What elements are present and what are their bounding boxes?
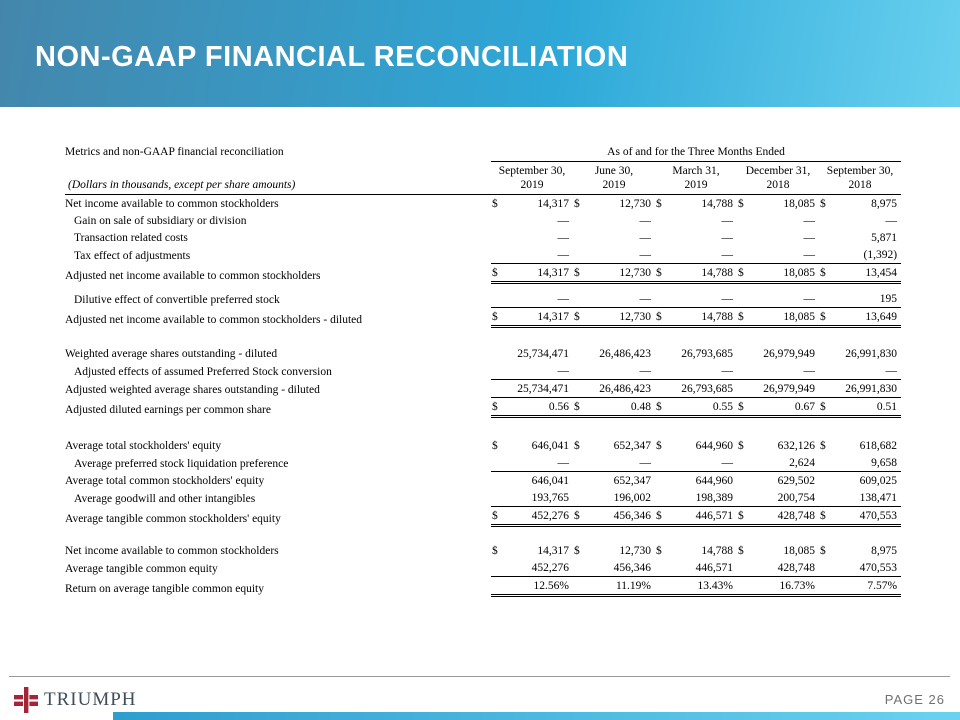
column-header: December 31, 2018: [737, 162, 819, 195]
cell-value: 452,276: [531, 561, 569, 574]
value-cell: [573, 345, 655, 362]
value-cell: [655, 437, 737, 454]
slide-title: NON-GAAP FINANCIAL RECONCILIATION: [35, 41, 629, 73]
currency-symbol: $: [492, 400, 498, 413]
table-intro: Metrics and non-GAAP financial reconciliation: [65, 146, 284, 158]
value-cell: [573, 542, 655, 559]
cell-value: 14,317: [537, 310, 569, 323]
currency-symbol: $: [574, 544, 580, 557]
value-cell: [491, 345, 573, 362]
cell-value: 632,126: [777, 439, 815, 452]
table-row: [65, 454, 901, 472]
table-row: [65, 362, 901, 380]
table-row: [65, 308, 901, 328]
value-cell: [819, 559, 901, 577]
cell-value: 428,748: [777, 561, 815, 574]
currency-symbol: $: [492, 544, 498, 557]
table-row: [65, 437, 901, 454]
cell-value: 14,317: [537, 544, 569, 557]
value-cell: [491, 454, 573, 472]
value-cell: [491, 290, 573, 308]
cell-value: 11.19%: [615, 579, 651, 592]
triumph-cross-icon: [14, 687, 38, 713]
currency-symbol: $: [492, 197, 498, 210]
row-label: Average goodwill and other intangibles: [74, 492, 256, 505]
table-row: [65, 398, 901, 418]
cell-value: —: [557, 248, 569, 261]
cell-value: 446,571: [695, 509, 733, 522]
value-cell: [819, 398, 901, 418]
cell-value: —: [557, 456, 569, 469]
value-cell: [655, 577, 737, 597]
value-cell: [655, 489, 737, 507]
row-label: Adjusted effects of assumed Preferred Stock conversion: [74, 365, 332, 378]
cell-value: 12,730: [619, 266, 651, 279]
value-cell: [573, 559, 655, 577]
cell-value: —: [721, 248, 733, 261]
value-cell: [491, 507, 573, 527]
row-label: Net income available to common stockholders: [65, 197, 279, 210]
cell-value: 13,454: [865, 266, 898, 279]
value-cell: [573, 489, 655, 507]
currency-symbol: $: [656, 197, 662, 210]
cell-value: 14,788: [701, 544, 733, 557]
value-cell: [491, 380, 573, 398]
value-cell: [737, 472, 819, 489]
cell-value: 12,730: [619, 197, 651, 210]
cell-value: 428,748: [777, 509, 815, 522]
value-cell: [737, 398, 819, 418]
cell-value: 652,347: [613, 474, 651, 487]
value-cell: [491, 362, 573, 380]
cell-value: 0.67: [794, 400, 815, 413]
cell-value: 26,991,830: [845, 382, 898, 395]
currency-symbol: $: [574, 509, 580, 522]
table-row: [65, 542, 901, 559]
column-header: March 31, 2019: [655, 162, 737, 195]
cell-value: 446,571: [695, 561, 733, 574]
cell-value: 138,471: [859, 491, 898, 504]
cell-value: 609,025: [859, 474, 898, 487]
cell-value: 470,553: [859, 509, 898, 522]
row-label: Transaction related costs: [74, 231, 188, 244]
currency-symbol: $: [656, 544, 662, 557]
value-cell: [737, 212, 819, 229]
value-cell: [737, 229, 819, 246]
value-cell: [737, 290, 819, 308]
value-cell: [655, 308, 737, 328]
currency-symbol: $: [574, 266, 580, 279]
value-cell: [573, 212, 655, 229]
currency-symbol: $: [738, 310, 744, 323]
cell-value: 646,041: [531, 474, 569, 487]
cell-value: —: [557, 231, 569, 244]
value-cell: [491, 398, 573, 418]
cell-value: 12.56%: [533, 579, 569, 592]
table-row: [65, 246, 901, 264]
currency-symbol: $: [820, 400, 826, 413]
cell-value: 14,317: [537, 266, 569, 279]
value-cell: [819, 246, 901, 264]
cell-value: —: [639, 248, 651, 261]
cell-value: —: [803, 248, 815, 261]
value-cell: [737, 246, 819, 264]
value-cell: [655, 454, 737, 472]
value-cell: [737, 454, 819, 472]
value-cell: [819, 229, 901, 246]
currency-symbol: $: [574, 310, 580, 323]
bottom-accent-bar: [113, 712, 960, 720]
value-cell: [655, 345, 737, 362]
cell-value: 25,734,471: [517, 347, 569, 360]
value-cell: [819, 380, 901, 398]
table-row: [65, 489, 901, 507]
value-cell: [819, 195, 901, 212]
cell-value: 12,730: [619, 310, 651, 323]
value-cell: [655, 380, 737, 398]
title-banner: [0, 0, 960, 107]
row-label: Net income available to common stockholders: [65, 544, 279, 557]
cell-value: —: [721, 292, 733, 305]
cell-value: 26,979,949: [763, 382, 815, 395]
value-cell: [819, 577, 901, 597]
table-row: [65, 472, 901, 489]
cell-value: 8,975: [871, 544, 898, 557]
cell-value: —: [639, 364, 651, 377]
cell-value: 198,389: [695, 491, 733, 504]
column-header: September 30, 2019: [491, 162, 573, 195]
value-cell: [491, 437, 573, 454]
currency-symbol: $: [820, 197, 826, 210]
units-note: (Dollars in thousands, except per share amounts): [65, 176, 491, 195]
value-cell: [737, 542, 819, 559]
currency-symbol: $: [492, 509, 498, 522]
row-label: Adjusted weighted average shares outstanding - diluted: [65, 383, 320, 396]
value-cell: [819, 542, 901, 559]
currency-symbol: $: [738, 266, 744, 279]
row-label: Dilutive effect of convertible preferred stock: [74, 293, 280, 306]
cell-value: 0.48: [630, 400, 651, 413]
value-cell: [573, 195, 655, 212]
row-label: Average tangible common equity: [65, 562, 218, 575]
cell-value: 618,682: [859, 439, 898, 452]
currency-symbol: $: [656, 266, 662, 279]
value-cell: [655, 472, 737, 489]
cell-value: —: [557, 364, 569, 377]
value-cell: [819, 437, 901, 454]
spacer-row: [65, 418, 901, 437]
value-cell: [655, 542, 737, 559]
value-cell: [491, 212, 573, 229]
currency-symbol: $: [738, 544, 744, 557]
cell-value: —: [639, 456, 651, 469]
row-label: Adjusted net income available to common stockholders: [65, 269, 321, 282]
cell-value: —: [721, 456, 733, 469]
table-row: [65, 507, 901, 527]
cell-value: —: [721, 364, 733, 377]
cell-value: 0.55: [712, 400, 733, 413]
value-cell: [573, 246, 655, 264]
page-number: PAGE 26: [884, 692, 945, 707]
cell-value: —: [803, 292, 815, 305]
cell-value: 18,085: [783, 310, 815, 323]
cell-value: —: [721, 231, 733, 244]
value-cell: [737, 559, 819, 577]
brand-name: TRIUMPH: [44, 689, 137, 710]
currency-symbol: $: [656, 310, 662, 323]
value-cell: [819, 290, 901, 308]
value-cell: [655, 507, 737, 527]
cell-value: 644,960: [695, 474, 733, 487]
cell-value: —: [639, 231, 651, 244]
value-cell: [573, 398, 655, 418]
cell-value: —: [557, 292, 569, 305]
value-cell: [573, 454, 655, 472]
value-cell: [573, 308, 655, 328]
table-row: [65, 380, 901, 398]
value-cell: [819, 507, 901, 527]
cell-value: —: [639, 292, 651, 305]
value-cell: [491, 308, 573, 328]
currency-symbol: $: [492, 439, 498, 452]
cell-value: —: [803, 364, 815, 377]
value-cell: [573, 472, 655, 489]
currency-symbol: $: [738, 197, 744, 210]
cell-value: 26,793,685: [681, 382, 733, 395]
row-label: Average preferred stock liquidation preference: [74, 457, 289, 470]
value-cell: [491, 559, 573, 577]
cell-value: 26,486,423: [599, 347, 651, 360]
table-row: [65, 290, 901, 308]
value-cell: [737, 489, 819, 507]
value-cell: [573, 380, 655, 398]
row-label: Average tangible common stockholders' equity: [65, 512, 281, 525]
value-cell: [491, 542, 573, 559]
value-cell: [655, 398, 737, 418]
currency-symbol: $: [820, 266, 826, 279]
currency-symbol: $: [738, 439, 744, 452]
footer-divider: [9, 676, 950, 677]
value-cell: [655, 229, 737, 246]
value-cell: [737, 195, 819, 212]
value-cell: [737, 362, 819, 380]
cell-value: 5,871: [871, 231, 898, 244]
cell-value: 13.43%: [697, 579, 733, 592]
row-label: Average total common stockholders' equity: [65, 474, 265, 487]
cell-value: 8,975: [871, 197, 898, 210]
cell-value: —: [885, 364, 898, 377]
table-header-row: [65, 143, 901, 162]
currency-symbol: $: [656, 509, 662, 522]
cell-value: —: [557, 214, 569, 227]
cell-value: 470,553: [859, 561, 898, 574]
value-cell: [737, 345, 819, 362]
cell-value: 452,276: [531, 509, 569, 522]
cell-value: 0.56: [548, 400, 569, 413]
cell-value: 200,754: [777, 491, 815, 504]
row-label: Tax effect of adjustments: [74, 249, 191, 262]
cell-value: 0.51: [876, 400, 898, 413]
value-cell: [655, 212, 737, 229]
value-cell: [655, 290, 737, 308]
table-row: [65, 559, 901, 577]
cell-value: 644,960: [695, 439, 733, 452]
value-cell: [491, 264, 573, 284]
currency-symbol: $: [656, 439, 662, 452]
cell-value: —: [639, 214, 651, 227]
currency-symbol: $: [492, 266, 498, 279]
value-cell: [573, 229, 655, 246]
financial-table: [65, 143, 901, 597]
currency-symbol: $: [574, 439, 580, 452]
cell-value: 14,788: [701, 310, 733, 323]
cell-value: —: [721, 214, 733, 227]
cell-value: 14,788: [701, 266, 733, 279]
value-cell: [655, 195, 737, 212]
cell-value: —: [803, 231, 815, 244]
value-cell: [573, 507, 655, 527]
value-cell: [573, 264, 655, 284]
table-row: [65, 577, 901, 597]
column-header: September 30, 2018: [819, 162, 901, 195]
value-cell: [819, 212, 901, 229]
currency-symbol: $: [656, 400, 662, 413]
value-cell: [655, 246, 737, 264]
value-cell: [491, 195, 573, 212]
value-cell: [573, 577, 655, 597]
cell-value: 9,658: [871, 456, 898, 469]
value-cell: [819, 454, 901, 472]
currency-symbol: $: [574, 400, 580, 413]
value-cell: [737, 308, 819, 328]
column-header: June 30, 2019: [573, 162, 655, 195]
cell-value: 195: [879, 292, 898, 305]
value-cell: [819, 362, 901, 380]
value-cell: [819, 489, 901, 507]
cell-value: 193,765: [531, 491, 569, 504]
table-row: [65, 195, 901, 212]
cell-value: 26,486,423: [599, 382, 651, 395]
value-cell: [737, 507, 819, 527]
value-cell: [819, 264, 901, 284]
value-cell: [655, 264, 737, 284]
currency-symbol: $: [492, 310, 498, 323]
row-label: Adjusted diluted earnings per common share: [65, 403, 271, 416]
row-label: Return on average tangible common equity: [65, 582, 264, 595]
cell-value: 13,649: [865, 310, 898, 323]
value-cell: [573, 290, 655, 308]
cell-value: 629,502: [777, 474, 815, 487]
value-cell: [655, 559, 737, 577]
value-cell: [819, 345, 901, 362]
value-cell: [491, 472, 573, 489]
table-body: [65, 195, 901, 597]
value-cell: [655, 362, 737, 380]
cell-value: 16.73%: [779, 579, 815, 592]
table-row: [65, 212, 901, 229]
cell-value: —: [885, 214, 898, 227]
cell-value: 646,041: [531, 439, 569, 452]
value-cell: [491, 489, 573, 507]
cell-value: 26,793,685: [681, 347, 733, 360]
cell-value: 18,085: [783, 197, 815, 210]
cell-value: 18,085: [783, 544, 815, 557]
value-cell: [491, 229, 573, 246]
value-cell: [737, 577, 819, 597]
currency-symbol: $: [820, 439, 826, 452]
table-row: [65, 229, 901, 246]
value-cell: [491, 577, 573, 597]
currency-symbol: $: [820, 544, 826, 557]
value-cell: [737, 437, 819, 454]
currency-symbol: $: [738, 400, 744, 413]
value-cell: [737, 380, 819, 398]
row-label: Adjusted net income available to common stockholders - diluted: [65, 313, 363, 326]
currency-symbol: $: [820, 310, 826, 323]
date-header-row: [65, 162, 901, 195]
table-row: [65, 264, 901, 284]
currency-symbol: $: [820, 509, 826, 522]
cell-value: 2,624: [789, 456, 815, 469]
cell-value: 12,730: [619, 544, 651, 557]
cell-value: 25,734,471: [517, 382, 569, 395]
cell-value: (1,392): [863, 248, 898, 261]
cell-value: 14,788: [701, 197, 733, 210]
cell-value: 18,085: [783, 266, 815, 279]
cell-value: —: [803, 214, 815, 227]
cell-value: 456,346: [613, 561, 651, 574]
cell-value: 196,002: [613, 491, 651, 504]
span-header: As of and for the Three Months Ended: [491, 145, 901, 162]
cell-value: 26,979,949: [763, 347, 815, 360]
value-cell: [819, 308, 901, 328]
row-label: Gain on sale of subsidiary or division: [74, 214, 247, 227]
cell-value: 652,347: [613, 439, 651, 452]
cell-value: 456,346: [613, 509, 651, 522]
value-cell: [819, 472, 901, 489]
company-logo: [14, 687, 137, 713]
row-label: Average total stockholders' equity: [65, 439, 222, 452]
cell-value: 26,991,830: [845, 347, 898, 360]
cell-value: 7.57%: [867, 579, 898, 592]
currency-symbol: $: [574, 197, 580, 210]
table-row: [65, 345, 901, 362]
cell-value: 14,317: [537, 197, 569, 210]
spacer-row: [65, 527, 901, 542]
value-cell: [737, 264, 819, 284]
row-label: Weighted average shares outstanding - diluted: [65, 347, 278, 360]
spacer-row: [65, 328, 901, 345]
value-cell: [491, 246, 573, 264]
value-cell: [573, 362, 655, 380]
value-cell: [573, 437, 655, 454]
currency-symbol: $: [738, 509, 744, 522]
